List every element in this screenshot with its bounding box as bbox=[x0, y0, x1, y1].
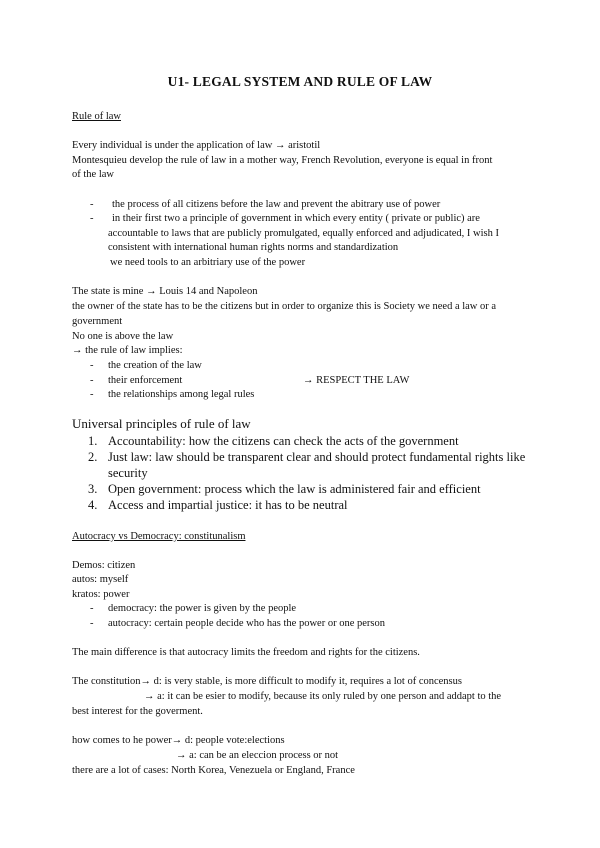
numbered-item: Open government: process which the law is administered fair and efficient bbox=[108, 482, 481, 496]
list-number: 2. bbox=[88, 450, 98, 464]
bullet-dash: - bbox=[90, 603, 94, 614]
bullet-item: the process of all citizens before the law and prevent the abitrary use of power bbox=[112, 199, 441, 210]
bullet-dash: - bbox=[90, 618, 94, 629]
bullet-continuation: we need tools to an arbitriary use of the power bbox=[110, 257, 306, 268]
bullet-item: the creation of the law bbox=[108, 360, 202, 371]
page-title: U1- LEGAL SYSTEM AND RULE OF LAW bbox=[167, 74, 433, 89]
text-line: → the rule of law implies: bbox=[72, 345, 183, 356]
term-line: autos: myself bbox=[72, 574, 129, 585]
term-line: Demos: citizen bbox=[72, 560, 136, 571]
bullet-item: democracy: the power is given by the people bbox=[108, 603, 297, 614]
term-line: kratos: power bbox=[72, 589, 130, 600]
bullet-continuation: accountable to laws that are publicly promulgated, equally enforced and adjudicated, I wish I bbox=[108, 228, 499, 239]
text-line: → a: can be an eleccion process or not bbox=[176, 750, 339, 761]
list-number: 4. bbox=[88, 498, 98, 512]
numbered-item: Just law: law should be transparent clear and should protect fundamental rights like bbox=[108, 450, 526, 464]
bullet-dash: - bbox=[90, 199, 94, 210]
bullet-item: their enforcement bbox=[108, 375, 183, 386]
text-line: the owner of the state has to be the citizens but in order to organize this is Society we need a law or a bbox=[72, 301, 497, 312]
list-number: 3. bbox=[88, 482, 98, 496]
numbered-item-continuation: security bbox=[108, 466, 148, 480]
bullet-dash: - bbox=[90, 213, 94, 224]
bullet-item: the relationships among legal rules bbox=[108, 389, 255, 400]
bullet-dash: - bbox=[90, 360, 94, 371]
numbered-item: Accountability: how the citizens can check the acts of the government bbox=[108, 434, 459, 448]
text-line: The constitution→ d: is very stable, is more difficult to modify it, requires a lot of concensus bbox=[72, 676, 462, 687]
section-heading-autocracy-democracy: Autocracy vs Democracy: constitunalism bbox=[72, 531, 246, 542]
respect-the-law-note: → RESPECT THE LAW bbox=[303, 375, 410, 386]
bullet-dash: - bbox=[90, 375, 94, 386]
text-line: best interest for the goverment. bbox=[72, 706, 203, 717]
section-heading-universal-principles: Universal principles of rule of law bbox=[72, 416, 251, 431]
text-line: government bbox=[72, 316, 123, 327]
bullet-continuation: consistent with international human rights norms and standardization bbox=[108, 242, 399, 253]
text-line: of the law bbox=[72, 169, 114, 180]
numbered-item: Access and impartial justice: it has to be neutral bbox=[108, 498, 348, 512]
text-line: Montesquieu develop the rule of law in a mother way, French Revolution, everyone is equal in front bbox=[72, 155, 493, 166]
section-heading-rule-of-law: Rule of law bbox=[72, 111, 121, 122]
text-line: how comes to he power→ d: people vote:elections bbox=[72, 735, 285, 746]
text-line: The state is mine → Louis 14 and Napoleon bbox=[72, 286, 258, 297]
text-line: The main difference is that autocracy limits the freedom and rights for the citizens. bbox=[72, 647, 420, 658]
text-line: No one is above the law bbox=[72, 331, 174, 342]
bullet-item: autocracy: certain people decide who has the power or one person bbox=[108, 618, 385, 629]
list-number: 1. bbox=[88, 434, 98, 448]
text-line: → a: it can be esier to modify, because its only ruled by one person and addapt to the bbox=[144, 691, 502, 702]
bullet-dash: - bbox=[90, 389, 94, 400]
bullet-item: in their first two a principle of government in which every entity ( private or public) are bbox=[112, 213, 480, 224]
text-line: Every individual is under the application of law → aristotil bbox=[72, 140, 321, 151]
text-line: there are a lot of cases: North Korea, Venezuela or England, France bbox=[72, 765, 355, 776]
